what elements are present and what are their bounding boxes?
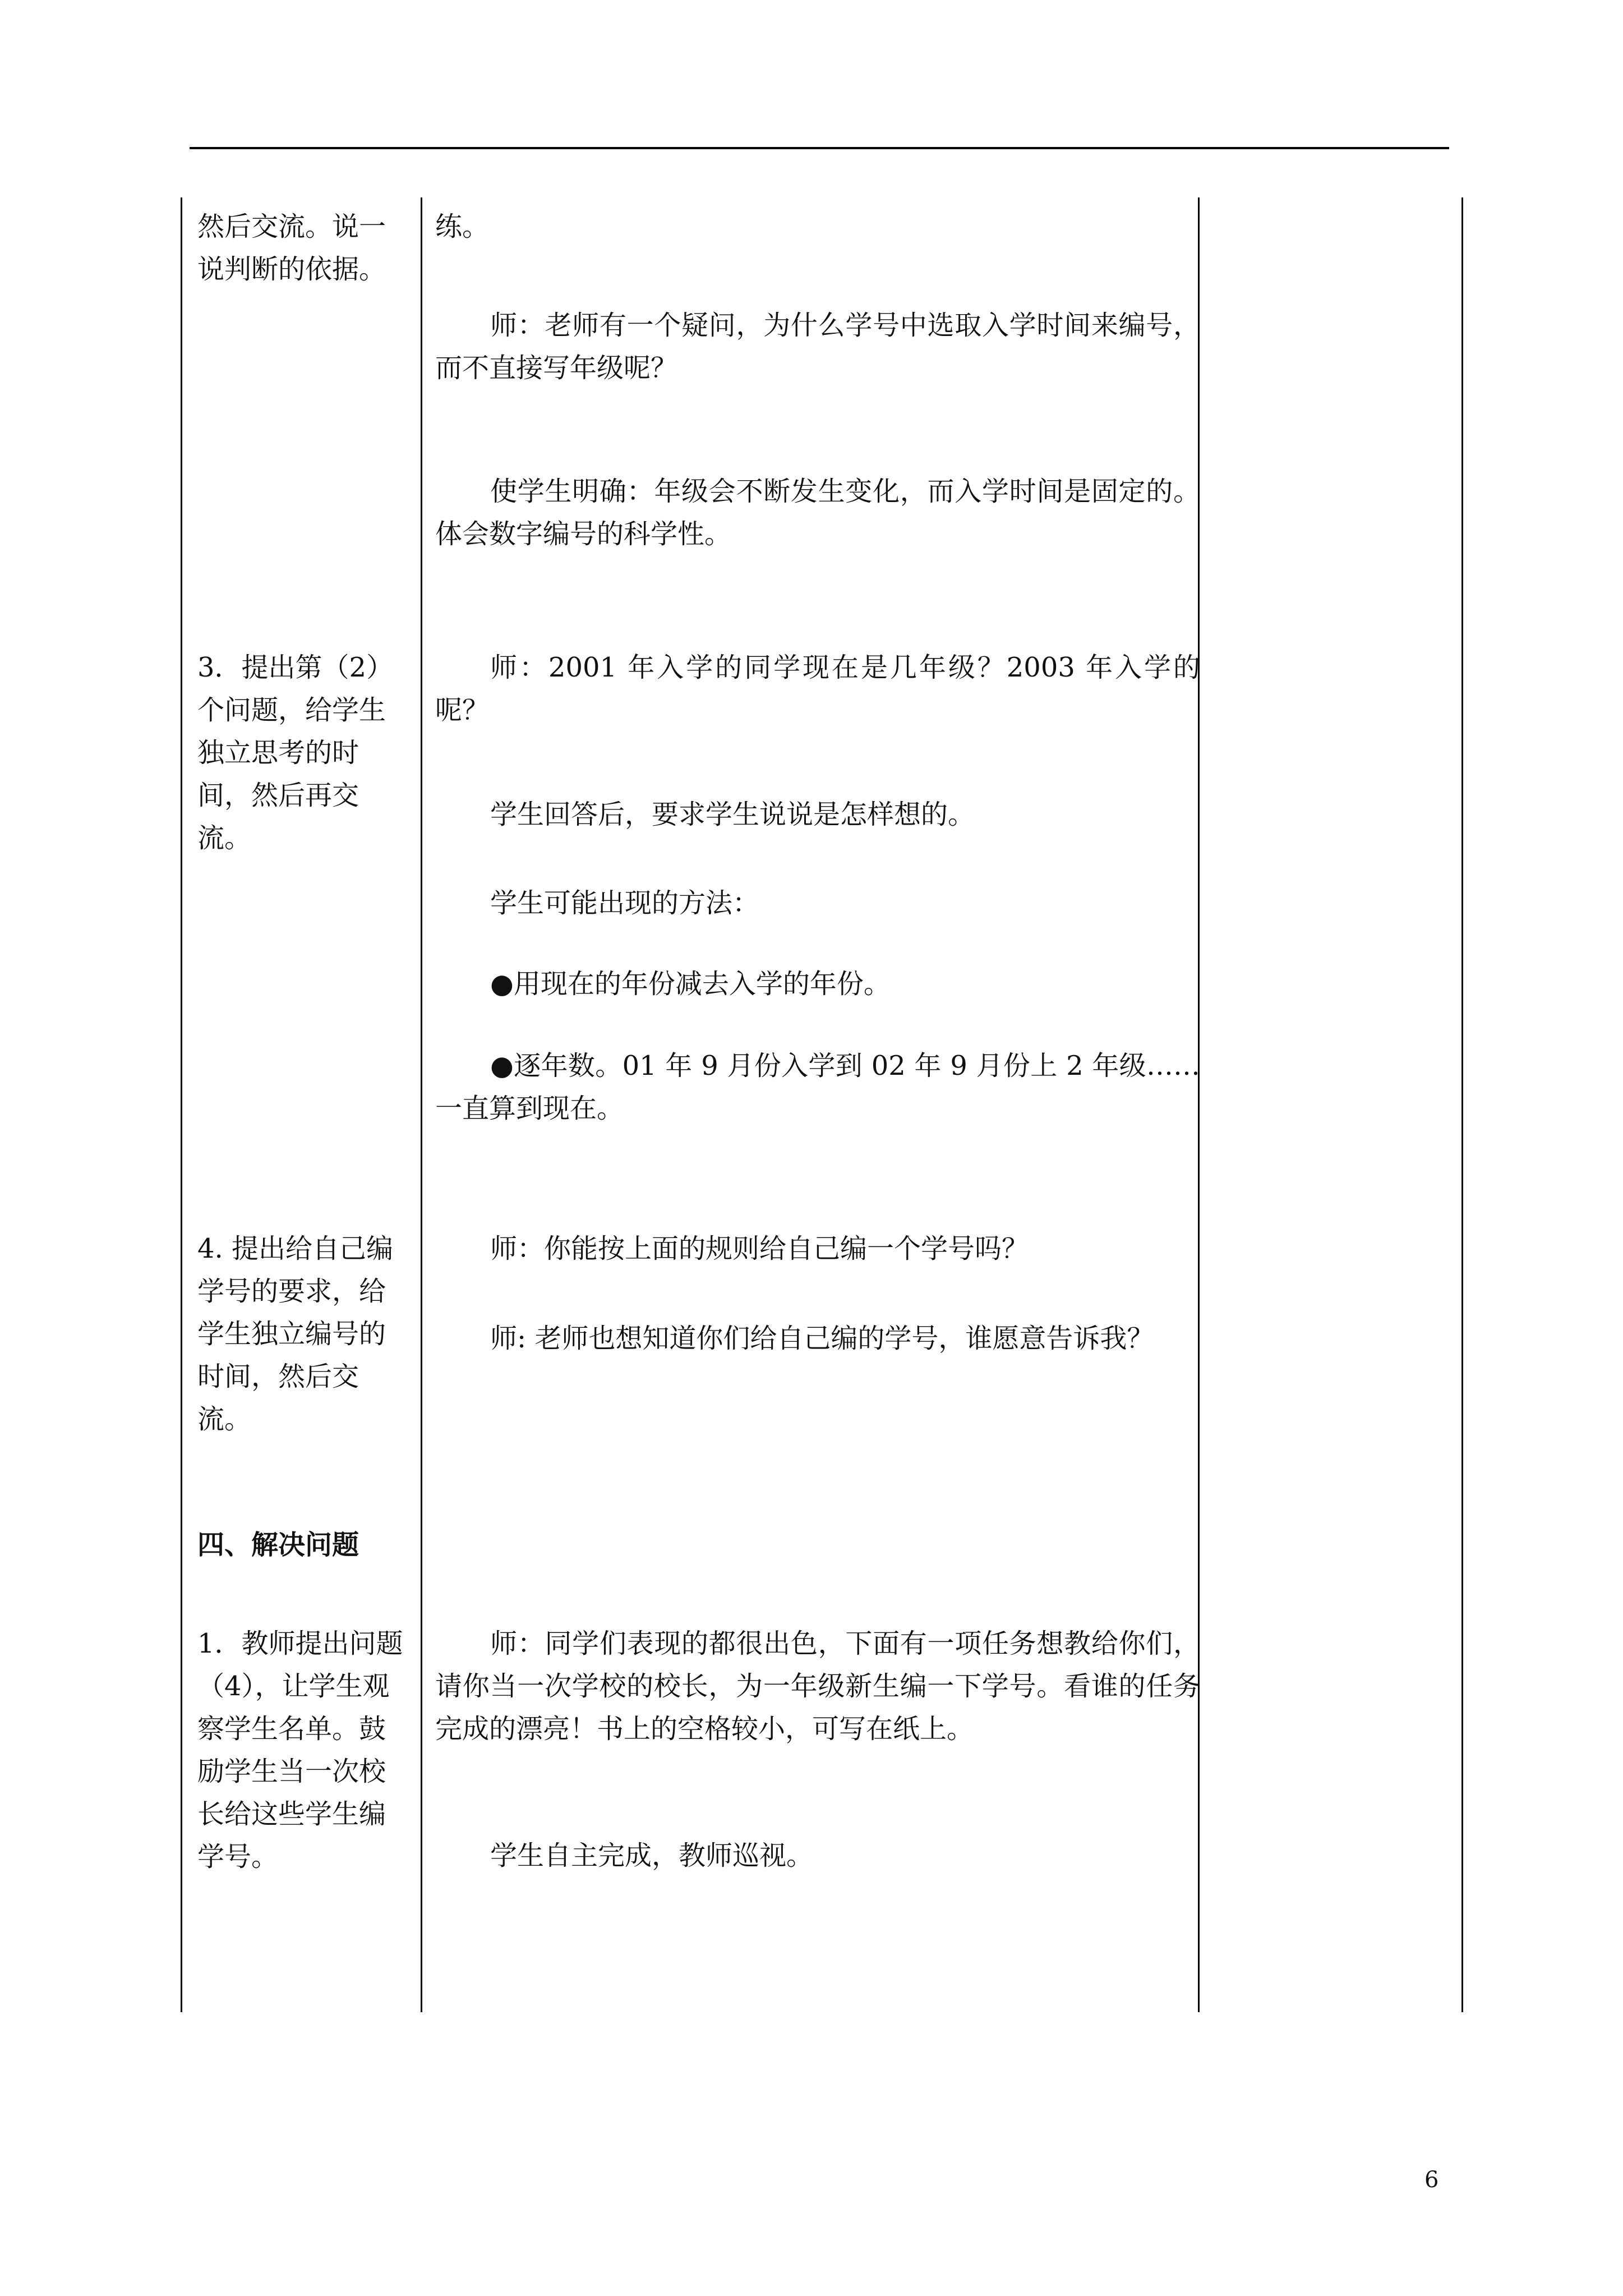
- activity-item: 4. 提出给自己编学号的要求，给学生独立编号的时间，然后交流。: [197, 1233, 394, 1435]
- dialogue-paragraph: 学生回答后，要求学生说说是怎样想的。: [490, 799, 975, 830]
- dialogue-paragraph: ●用现在的年份减去入学的年份。: [490, 968, 891, 1000]
- dialogue-paragraph: 练。: [435, 211, 490, 242]
- notes-column: [1204, 197, 1460, 2012]
- page-number: 6: [1424, 2167, 1439, 2193]
- activity-column: [197, 197, 409, 2012]
- dialogue-paragraph: 使学生明确：年级会不断发生变化，而入学时间是固定的。体会数字编号的科学性。: [435, 476, 1200, 550]
- header-rule: [190, 147, 1449, 149]
- dialogue-paragraph: 学生自主完成，教师巡视。: [490, 1840, 814, 1871]
- dialogue-paragraph: 学生可能出现的方法：: [490, 887, 760, 919]
- table-border-left: [181, 197, 182, 2012]
- activity-item: 3．提出第（2）个问题，给学生独立思考的时间，然后再交流。: [197, 652, 394, 854]
- table-border-right: [1461, 197, 1463, 2012]
- dialogue-paragraph: ●逐年数。01 年 9 月份入学到 02 年 9 月份上 2 年级……一直算到现在。: [435, 1050, 1200, 1124]
- activity-item: 然后交流。说一说判断的依据。: [197, 211, 386, 285]
- table-divider-1: [421, 197, 422, 2012]
- section-heading: 四、解决问题: [197, 1529, 359, 1561]
- dialogue-paragraph: 师：2001 年入学的同学现在是几年级？2003 年入学的呢？: [435, 652, 1200, 726]
- dialogue-paragraph: 师: 老师也想知道你们给自己编的学号，谁愿意告诉我？: [490, 1323, 1154, 1354]
- dialogue-column: [435, 197, 1200, 2012]
- dialogue-paragraph: 师：同学们表现的都很出色，下面有一项任务想教给你们，请你当一次学校的校长，为一年级新生编一下学号。看谁的任务完成的漂亮！书上的空格较小，可写在纸上。: [435, 1628, 1200, 1745]
- dialogue-paragraph: 师：老师有一个疑问，为什么学号中选取入学时间来编号，而不直接写年级呢？: [435, 310, 1200, 384]
- dialogue-paragraph: 师：你能按上面的规则给自己编一个学号吗？: [490, 1233, 1029, 1264]
- activity-item: 1．教师提出问题（4），让学生观察学生名单。鼓励学生当一次校长给这些学生编学号。: [197, 1628, 403, 1872]
